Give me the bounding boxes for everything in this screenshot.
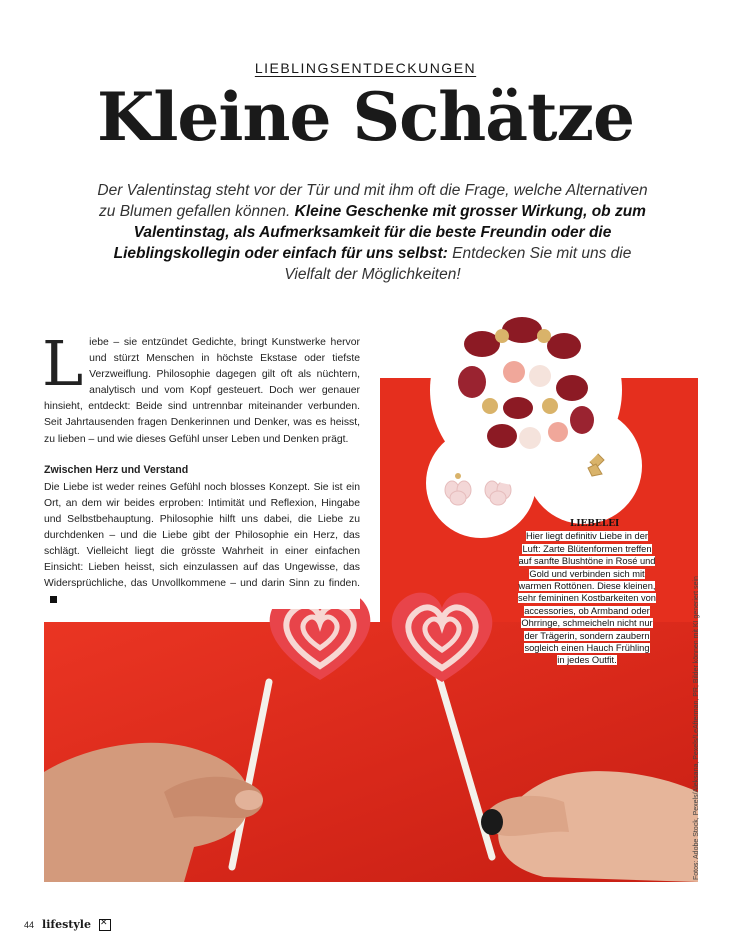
caption-line: der Trägerin, sondern zaubern — [524, 630, 650, 641]
caption-line: accessories, ob Armband oder — [524, 605, 650, 616]
paragraph-1-text: iebe – sie entzündet Gedichte, bringt Kunstwerke hervor und stürzt Menschen in höchste Ekstase oder tiefste Verzweiflung. Philosophie dagegen gilt oft als nüchtern, analytisch und vom Kopf gesteuert. Doch wer genauer hinsieht, entdeckt: Beide sind untrennbar miteinander verbunden. Seit Jahrtausenden fragen Denkerinnen und Denker, was es heisst, zu lieben – und wie dieses Gefühl unser Leben und Denken prägt. — [44, 337, 360, 445]
caption-line: Hier liegt definitiv Liebe in der — [526, 531, 648, 542]
brand-logo-icon — [99, 919, 111, 931]
page-number: 44 — [24, 919, 35, 930]
caption-line: Luft: Zarte Blütenformen treffen — [522, 543, 652, 554]
photo-credit: Fotos: Adobe Stock, Pexels/Aleksana, Pexels/LeAfterman, PR; Bilder können mit KI generiert sein — [693, 576, 700, 880]
caption-line: sehr femininen Kostbarkeiten von — [518, 593, 656, 604]
paragraph-intro — [42, 327, 360, 448]
article-body — [42, 327, 360, 609]
caption-line: Gold und verbinden sich mit — [529, 568, 645, 579]
caption-line: in jedes Outfit. — [557, 655, 617, 666]
bead-bracelet-icon — [432, 296, 620, 484]
caption-title: LIEBELEI — [570, 519, 620, 529]
subheading: Zwischen Herz und Verstand — [44, 463, 189, 476]
kicker: LIEBLINGSENTDECKUNGEN — [254, 60, 477, 76]
paragraph-2 — [44, 480, 360, 609]
caption-line: warmen Rottönen. Diese kleinen, — [518, 581, 656, 592]
heart-lollipop-right — [392, 593, 493, 682]
caption-line: auf sanfte Blushtöne in Rosé und — [518, 556, 656, 567]
drop-cap: L — [42, 327, 84, 400]
intro-part2: Entdecken Sie mit uns die Vielfalt der Möglichkeiten! — [284, 245, 632, 283]
brand-name: lifestyle — [42, 918, 91, 931]
jewelry-caption — [512, 518, 662, 667]
page-footer — [24, 918, 111, 931]
caption-line: sogleich einen Hauch Frühling — [524, 643, 650, 654]
intro-part1: Der Valentinstag steht vor der Tür und mit ihm oft die Frage, welche Alternativen zu Blumen gefallen können. — [97, 182, 648, 220]
intro-bold: Kleine Geschenke mit grosser Wirkung, ob zum Valentinstag, als Aufmerksamkeit für die beste Freundin oder die Lieblingskollegin oder einfach für uns selbst: — [113, 203, 646, 262]
bracelet-circle — [432, 296, 620, 484]
paragraph-2-text: Die Liebe ist weder reines Gefühl noch blosses Konzept. Sie ist ein Ort, an dem wir beides erproben: Intimität und Reflexion, Hingabe und Selbstbehauptung. Philosophie hilft uns dabei, die Liebe zu durchdenken – und die Liebe gibt der Philosophie ein Herz, das schlägt. Vielleicht liegt die grösste Wahrheit in einer einfachen Einsicht: Lieben heisst, sich einzulassen auf das Ungewisse, das Widersprüchliche, das Unvollkommene – und darin Sinn zu finden. — [44, 481, 360, 590]
caption-line: Ohrringe, schmeicheln nicht nur — [521, 618, 653, 629]
page-title: Kleine Schätze — [96, 78, 634, 156]
intro-text — [90, 180, 655, 285]
end-mark-icon — [50, 596, 57, 603]
